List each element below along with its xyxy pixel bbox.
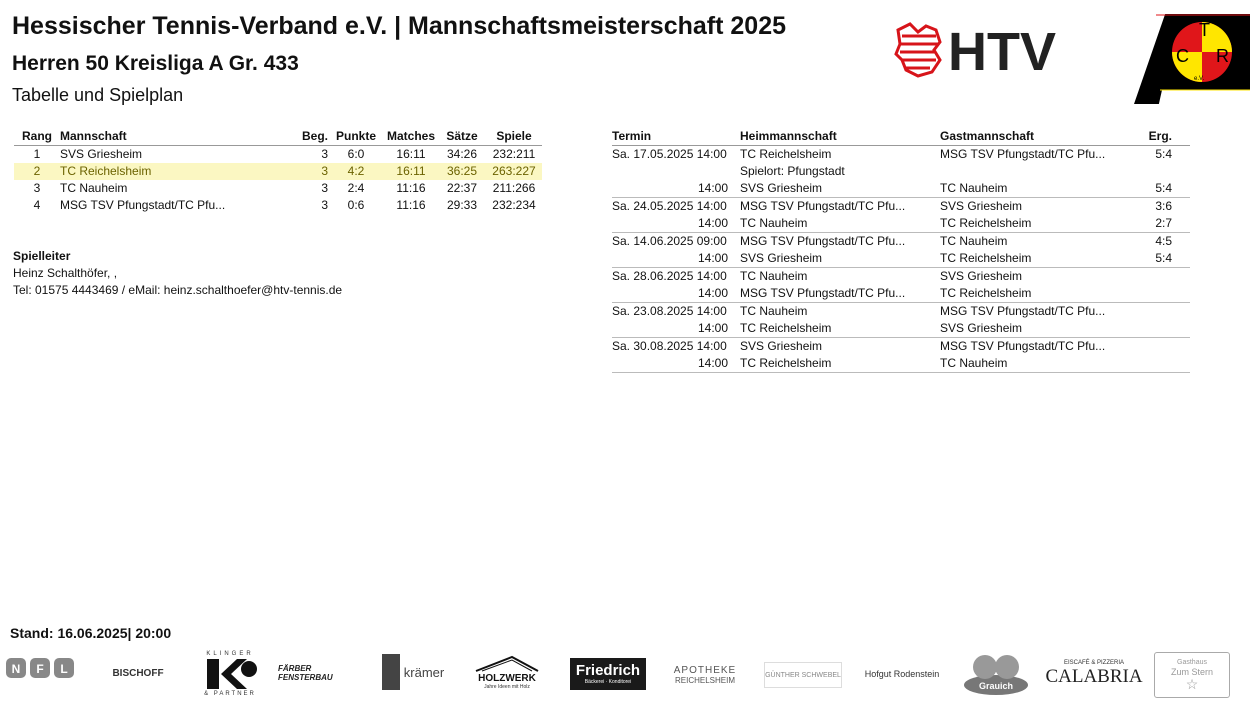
sponsor-name: CALABRIA	[1045, 666, 1143, 687]
ergebnis: 3:6	[1136, 198, 1190, 216]
rang: 2	[33, 164, 41, 178]
sponsor-zumstern-logo	[1154, 652, 1230, 698]
ergebnis	[1136, 320, 1190, 338]
heimmannschaft: TC Nauheim	[736, 303, 936, 321]
table-row	[612, 146, 1190, 164]
col-matches: Matches	[386, 129, 436, 143]
table-row	[612, 250, 1190, 268]
termin: 14:00	[697, 286, 728, 300]
sponsor-name: FÄRBER FENSTERBAU	[278, 664, 333, 682]
standings-header-row	[14, 128, 542, 146]
termin: Sa. 24.05.2025 14:00	[612, 198, 736, 216]
table-row	[612, 163, 1190, 180]
sponsor-name: krämer	[403, 664, 445, 680]
sponsor-sub: & PARTNER	[204, 691, 256, 697]
matches: 16:11	[396, 147, 426, 161]
sponsor-name: BISCHOFF	[112, 667, 164, 679]
schedule-table	[612, 128, 1190, 373]
col-beg: Beg.	[301, 129, 328, 143]
page-subtitle: Tabelle und Spielplan	[12, 85, 184, 105]
table-row	[612, 215, 1190, 233]
beg: 3	[321, 164, 328, 178]
sponsor-name: Grauich	[978, 681, 1014, 691]
sponsor-name: HOLZWERK	[478, 672, 536, 684]
matches: 11:16	[396, 181, 426, 195]
beg: 3	[321, 198, 328, 212]
table-row	[612, 338, 1190, 356]
heimmannschaft: TC Nauheim	[736, 268, 936, 286]
beg: 3	[321, 147, 328, 161]
gastmannschaft: TC Nauheim	[936, 233, 1136, 251]
saetze: 34:26	[446, 147, 478, 161]
termin: Sa. 17.05.2025 14:00	[612, 147, 727, 161]
hessen-lion-icon	[896, 24, 940, 76]
ergebnis	[1136, 303, 1190, 321]
matches: 11:16	[396, 198, 426, 212]
rang: 1	[33, 147, 41, 161]
tcr-letter-t: T	[1199, 20, 1210, 40]
sponsor-sub: Jahre Ideen mit Holz	[484, 683, 530, 690]
table-row	[612, 268, 1190, 286]
table-row	[14, 180, 542, 197]
table-row	[612, 355, 1190, 373]
heimmannschaft: MSG TSV Pfungstadt/TC Pfu...	[736, 233, 936, 251]
punkte: 6:0	[347, 147, 365, 161]
sponsor-name: APOTHEKE	[673, 664, 737, 676]
table-row	[612, 285, 1190, 303]
page-title: Hessischer Tennis-Verband e.V. | Mannschaftsmeisterschaft 2025	[12, 12, 786, 40]
team: TC Reichelsheim	[60, 164, 152, 178]
gastmannschaft: TC Nauheim	[936, 355, 1136, 373]
sponsor-name: KLINGER	[206, 651, 254, 657]
ergebnis: 4:5	[1136, 233, 1190, 251]
gastmannschaft: MSG TSV Pfungstadt/TC Pfu...	[936, 338, 1136, 356]
ergebnis: 2:7	[1155, 216, 1172, 230]
punkte: 2:4	[347, 181, 365, 195]
gastmannschaft	[936, 163, 1136, 180]
saetze: 22:37	[446, 181, 478, 195]
heimmannschaft: TC Reichelsheim	[736, 355, 936, 373]
htv-logo	[892, 20, 1106, 80]
heimmannschaft: SVS Griesheim	[740, 181, 823, 195]
col-erg: Erg.	[1148, 129, 1172, 143]
matches: 16:11	[396, 164, 426, 178]
sponsor-sub: EISCAFÉ & PIZZERIA	[1063, 660, 1124, 666]
ergebnis	[1136, 268, 1190, 286]
rang: 3	[33, 181, 41, 195]
termin: Sa. 30.08.2025 14:00	[612, 338, 736, 356]
spiele: 232:211	[492, 147, 536, 161]
sponsor-name: Friedrich	[575, 662, 641, 679]
gastmannschaft: TC Nauheim	[940, 181, 1008, 195]
sponsor-name: Gasthaus	[1177, 659, 1207, 666]
col-saetze: Sätze	[446, 129, 478, 143]
gastmannschaft: TC Reichelsheim	[940, 286, 1032, 300]
sponsor-name: Hofgut Rodenstein	[864, 669, 940, 679]
tcr-ev: e.V.	[1194, 76, 1205, 82]
sponsor-grauich-logo	[960, 646, 1032, 698]
heimmannschaft: SVS Griesheim	[736, 338, 936, 356]
tcr-letter-r: R	[1216, 46, 1229, 66]
gastmannschaft: SVS Griesheim	[936, 198, 1136, 216]
team: SVS Griesheim	[60, 147, 143, 161]
schedule-header-row	[612, 128, 1190, 146]
htv-text: HTV	[948, 22, 1056, 82]
heimmannschaft: TC Reichelsheim	[740, 321, 832, 335]
punkte: 0:6	[347, 198, 365, 212]
spiele: 211:266	[492, 181, 536, 195]
sponsor-rodenstein-logo	[862, 662, 942, 686]
sponsor-schwebel-logo	[764, 662, 842, 688]
tcr-letter-c: C	[1176, 46, 1189, 66]
ergebnis: 5:4	[1155, 147, 1172, 161]
sponsor-faerber-logo	[278, 660, 352, 686]
termin: 14:00	[697, 321, 728, 335]
heimmannschaft: SVS Griesheim	[740, 251, 823, 265]
beg: 3	[321, 181, 328, 195]
spielleiter-title: Spielleiter	[13, 249, 71, 263]
sponsor-calabria-logo	[1045, 652, 1143, 696]
heimmannschaft: TC Nauheim	[740, 216, 808, 230]
table-row	[612, 198, 1190, 216]
gastmannschaft: TC Reichelsheim	[940, 216, 1032, 230]
termin: 14:00	[697, 216, 728, 230]
col-heim: Heimmannschaft	[740, 129, 837, 143]
col-rang: Rang	[22, 129, 52, 143]
gastmannschaft: TC Reichelsheim	[940, 251, 1032, 265]
col-termin: Termin	[612, 129, 652, 143]
svg-text:L: L	[60, 662, 68, 676]
col-spiele: Spiele	[496, 129, 532, 143]
col-punkte: Punkte	[335, 129, 376, 143]
termin: 14:00	[697, 251, 728, 265]
termin: Sa. 28.06.2025 14:00	[612, 268, 736, 286]
star-icon: ☆	[1185, 676, 1199, 692]
rang: 4	[33, 198, 41, 212]
termin: Sa. 23.08.2025 14:00	[612, 303, 736, 321]
tcr-logo	[1134, 0, 1250, 108]
ergebnis	[1136, 338, 1190, 356]
sponsor-sub: Zum Stern	[1170, 667, 1213, 677]
svg-text:F: F	[36, 662, 44, 676]
heimmannschaft: TC Reichelsheim	[740, 147, 832, 161]
spiele: 263:227	[492, 164, 536, 178]
table-row	[14, 197, 542, 214]
spielleiter-contact: Tel: 01575 4443469 / eMail: heinz.schalthoefer@htv-tennis.de	[13, 283, 343, 297]
heimmannschaft: MSG TSV Pfungstadt/TC Pfu...	[736, 198, 936, 216]
sponsor-apotheke-logo	[668, 660, 742, 690]
sponsor-klinger-logo	[200, 646, 260, 702]
gastmannschaft: MSG TSV Pfungstadt/TC Pfu...	[940, 147, 1106, 161]
team: MSG TSV Pfungstadt/TC Pfu...	[60, 198, 226, 212]
saetze: 29:33	[446, 198, 478, 212]
sponsor-kraemer-logo	[378, 652, 448, 692]
table-row	[612, 303, 1190, 321]
saetze: 36:25	[446, 164, 478, 178]
team: TC Nauheim	[60, 181, 128, 195]
gastmannschaft: SVS Griesheim	[940, 321, 1023, 335]
spielleiter-name: Heinz Schalthöfer, ,	[13, 266, 118, 280]
heimmannschaft: MSG TSV Pfungstadt/TC Pfu...	[740, 286, 906, 300]
ergebnis	[1136, 355, 1190, 373]
termin: 14:00	[697, 181, 728, 195]
sponsor-sub: REICHELSHEIM	[674, 675, 735, 685]
sponsor-bischoff-logo	[100, 658, 176, 688]
table-row-highlighted	[14, 163, 542, 180]
ergebnis: 5:4	[1155, 181, 1172, 195]
table-row	[14, 146, 542, 164]
sponsor-nfl-logo	[4, 654, 78, 690]
table-row	[612, 320, 1190, 338]
table-row	[612, 180, 1190, 198]
termin: Sa. 14.06.2025 09:00	[612, 233, 736, 251]
standings-table	[14, 128, 542, 214]
gastmannschaft: MSG TSV Pfungstadt/TC Pfu...	[936, 303, 1136, 321]
league-title: Herren 50 Kreisliga A Gr. 433	[12, 52, 299, 75]
stand-timestamp: Stand: 16.06.2025| 20:00	[10, 625, 172, 641]
col-gast: Gastmannschaft	[940, 129, 1035, 143]
sponsor-holzwerk-logo	[468, 648, 546, 696]
col-mannschaft: Mannschaft	[60, 129, 127, 143]
termin	[612, 163, 736, 180]
svg-text:N: N	[11, 662, 21, 676]
sponsor-friedrich-logo	[570, 658, 646, 690]
punkte: 4:2	[347, 164, 365, 178]
spiele: 232:234	[492, 198, 536, 212]
termin: 14:00	[612, 355, 736, 373]
table-row	[612, 233, 1190, 251]
gastmannschaft: SVS Griesheim	[936, 268, 1136, 286]
sponsor-name: GÜNTHER SCHWEBEL	[765, 671, 841, 679]
ergebnis	[1136, 285, 1190, 303]
sponsor-sub: Bäckerei · Konditorei	[584, 679, 632, 685]
spielleiter-block	[13, 248, 342, 299]
ergebnis: 5:4	[1155, 251, 1172, 265]
heimmannschaft: Spielort: Pfungstadt	[740, 164, 845, 178]
ergebnis	[1136, 163, 1190, 180]
